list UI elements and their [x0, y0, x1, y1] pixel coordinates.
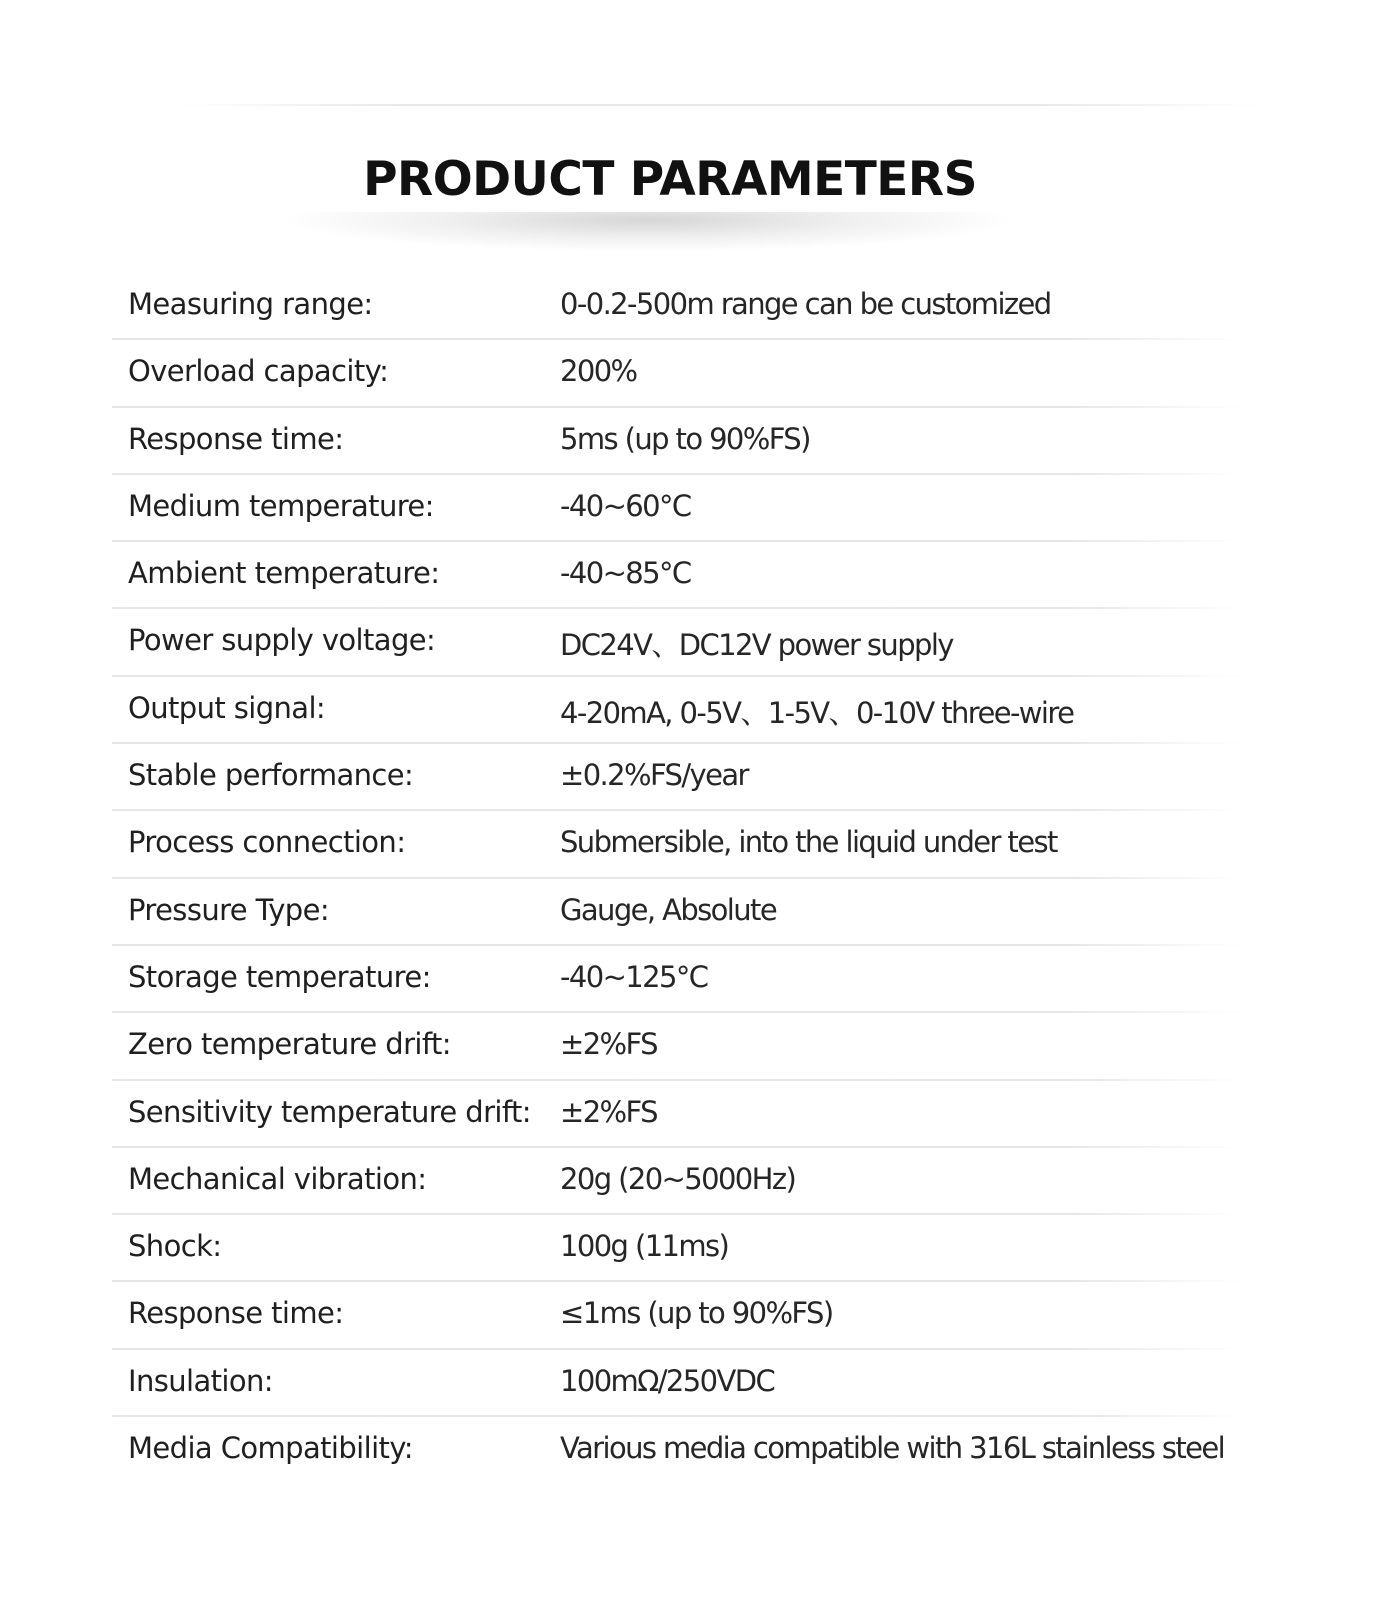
param-value: 200% — [560, 354, 637, 389]
param-label: Power supply voltage: — [128, 623, 436, 658]
param-label: Insulation: — [128, 1363, 273, 1398]
param-row — [112, 1417, 1242, 1484]
param-label: Zero temperature drift: — [128, 1027, 451, 1062]
title-shadow — [278, 212, 1018, 252]
param-value: -40~85°C — [560, 556, 691, 591]
param-label: Sensitivity temperature drift: — [128, 1094, 531, 1129]
param-value: 20g (20~5000Hz) — [560, 1161, 796, 1196]
parameters-table — [112, 273, 1242, 1484]
param-row — [112, 1282, 1242, 1349]
param-row — [112, 340, 1242, 407]
param-value: 5ms (up to 90%FS) — [560, 421, 810, 456]
param-label: Process connection: — [128, 825, 406, 860]
param-label: Ambient temperature: — [128, 556, 440, 591]
param-label: Output signal: — [128, 690, 326, 725]
param-row — [112, 1215, 1242, 1282]
param-label: Storage temperature: — [128, 959, 431, 994]
param-row — [112, 1081, 1242, 1148]
param-row — [112, 1350, 1242, 1417]
param-label: Overload capacity: — [128, 354, 389, 389]
param-row — [112, 609, 1242, 676]
param-value: Gauge, Absolute — [560, 892, 777, 927]
param-label: Response time: — [128, 421, 344, 456]
param-row — [112, 1013, 1242, 1080]
param-value: ±0.2%FS/year — [560, 758, 748, 793]
param-value: ≤1ms (up to 90%FS) — [560, 1296, 833, 1331]
param-label: Medium temperature: — [128, 488, 434, 523]
param-row — [112, 811, 1242, 878]
param-value: ±2%FS — [560, 1094, 657, 1129]
param-label: Shock: — [128, 1229, 222, 1264]
param-value: Various media compatible with 316L stainless steel — [560, 1431, 1225, 1466]
param-value: 0-0.2-500m range can be customized — [560, 287, 1051, 321]
param-value: ±2%FS — [560, 1027, 657, 1062]
page-title: PRODUCT PARAMETERS — [363, 152, 977, 207]
param-label: Stable performance: — [128, 758, 414, 793]
param-row — [112, 408, 1242, 475]
param-value: DC24V、DC12V power supply — [560, 628, 953, 663]
param-value: Submersible, into the liquid under test — [560, 825, 1057, 860]
param-row — [112, 273, 1242, 340]
param-value: -40~60°C — [560, 488, 691, 523]
param-value: 100g (11ms) — [560, 1229, 729, 1264]
top-divider — [180, 104, 1260, 106]
param-row — [112, 879, 1242, 946]
param-row — [112, 677, 1242, 744]
param-row — [112, 744, 1242, 811]
param-label: Measuring range: — [128, 287, 373, 321]
param-row — [112, 946, 1242, 1013]
param-label: Response time: — [128, 1296, 344, 1331]
param-label: Pressure Type: — [128, 892, 330, 927]
param-row — [112, 475, 1242, 542]
param-row — [112, 1148, 1242, 1215]
param-label: Mechanical vibration: — [128, 1161, 427, 1196]
param-label: Media Compatibility: — [128, 1431, 413, 1466]
param-row — [112, 542, 1242, 609]
param-value: -40~125°C — [560, 959, 708, 994]
param-value: 4-20mA, 0-5V、1-5V、0-10V three-wire — [560, 695, 1074, 730]
param-value: 100mΩ/250VDC — [560, 1363, 775, 1398]
